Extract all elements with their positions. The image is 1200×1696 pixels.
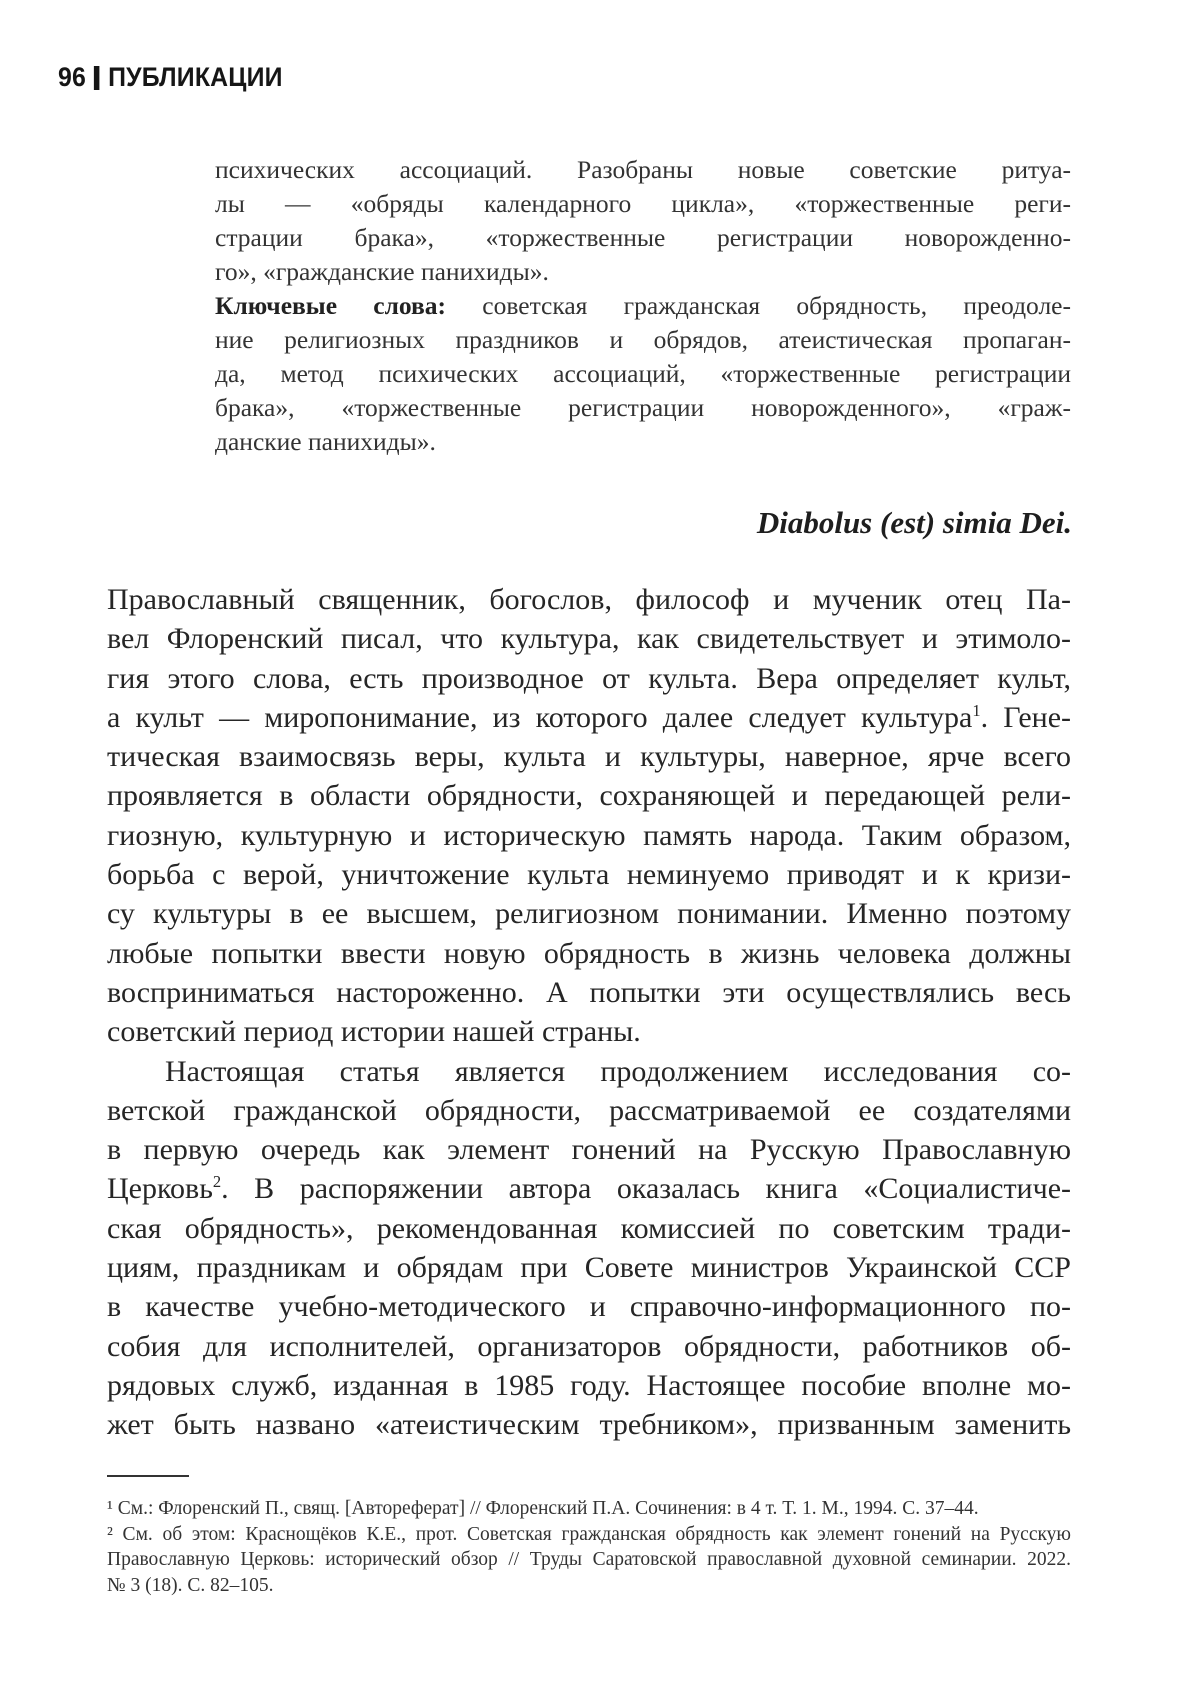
abstract-line: психических ассоциаций. Разобраны новые советские ритуа- <box>215 155 1071 184</box>
keywords-text: советская гражданская обрядность, преодоле- <box>446 291 1071 320</box>
body-line: в качестве учебно-методического и справочно-информационного по- <box>107 1290 1071 1324</box>
footnote-1: ¹ См.: Флоренский П., свящ. [Автореферат] // Флоренский П.А. Сочинения: в 4 т. Т. 1. М., 1994. С. 37–44. <box>107 1498 979 1519</box>
body-line-tail: . В распоряжении автора оказалась книга «Социалистиче- <box>221 1172 1071 1206</box>
keywords-line: да, метод психических ассоциаций, «торжественные регистрации <box>215 359 1071 388</box>
body-line <box>107 1169 1071 1208</box>
body-line: проявляется в области обрядности, сохраняющей и передающей рели- <box>107 779 1071 813</box>
body-line: рядовых служб, изданная в 1985 году. Настоящее пособие вполне мо- <box>107 1368 1071 1402</box>
footnote-separator <box>107 1475 189 1477</box>
body-line: ветской гражданской обрядности, рассматриваемой ее создателями <box>107 1093 1071 1127</box>
page-number: 96 <box>58 62 87 92</box>
body-line <box>107 698 1071 737</box>
body-line: гия этого слова, есть производное от культа. Вера определяет культ, <box>107 661 1071 695</box>
keywords-line <box>215 289 1071 323</box>
abstract-line: го», «гражданские панихиды». <box>215 257 549 286</box>
running-header <box>58 62 283 93</box>
body-line: жет быть названо «атеистическим требником», призванным заменить <box>107 1408 1071 1442</box>
footnote-2-line: Православную Церковь: исторический обзор // Труды Саратовской православной духовной семинарии. 2022. <box>107 1549 1071 1570</box>
header-separator <box>94 66 100 90</box>
epigraph: Diabolus (est) simia Dei. <box>756 505 1072 540</box>
body-line: в первую очередь как элемент гонений на Русскую Православную <box>107 1133 1071 1167</box>
footnote-2-line: № 3 (18). С. 82–105. <box>107 1574 274 1596</box>
body-line: борьба с верой, уничтожение культа неминуемо приводят и к кризи- <box>107 858 1071 892</box>
body-line: советский период истории нашей страны. <box>107 1015 641 1049</box>
body-line: Православный священник, богослов, философ и мученик отец Па- <box>107 583 1071 616</box>
footnote-ref-2[interactable]: 2 <box>212 1172 222 1192</box>
body-line: восприниматься настороженно. А попытки эти осуществлялись весь <box>107 975 1071 1009</box>
body-text <box>107 580 1071 1445</box>
keywords-line: брака», «торжественные регистрации новорожденного», «граж- <box>215 393 1071 422</box>
body-line: любые попытки ввести новую обрядность в жизнь человека должны <box>107 936 1071 970</box>
body-line: су культуры в ее высшем, религиозном понимании. Именно поэтому <box>107 897 1071 931</box>
body-line: ская обрядность», рекомендованная комиссией по советским тради- <box>107 1211 1071 1245</box>
body-line: вел Флоренский писал, что культура, как свидетельствует и этимоло- <box>107 622 1071 656</box>
abstract-line: страции брака», «торжественные регистрации новорожденно- <box>215 223 1071 252</box>
footnote-ref-1[interactable]: 1 <box>972 700 981 720</box>
body-line: Настоящая статья является продолжением исследования со- <box>165 1054 1071 1088</box>
body-line-tail: . Гене- <box>980 700 1072 734</box>
keywords-label: Ключевые слова: <box>215 291 447 320</box>
body-line-text: Церковь <box>107 1172 213 1206</box>
body-line-text: а культ — миропонимание, из которого далее следует культура <box>107 700 973 734</box>
keywords-line: ние религиозных праздников и обрядов, атеистическая пропаган- <box>215 325 1071 354</box>
body-line: собия для исполнителей, организаторов обрядности, работников об- <box>107 1329 1071 1363</box>
footnote-2-line: ² См. об этом: Краснощёков К.Е., прот. Советская гражданская обрядность как элемент гонений на Русскую <box>107 1523 1071 1545</box>
footnotes <box>107 1496 1071 1598</box>
keywords-line: данские панихиды». <box>215 427 436 456</box>
section-title: ПУБЛИКАЦИИ <box>108 62 283 92</box>
abstract-line: лы — «обряды календарного цикла», «торжественные реги- <box>215 189 1071 218</box>
abstract-block <box>215 153 1071 459</box>
body-line: тическая взаимосвязь веры, культа и культуры, наверное, ярче всего <box>107 740 1071 774</box>
body-line: циям, праздникам и обрядам при Совете министров Украинской ССР <box>107 1251 1071 1285</box>
body-line: гиозную, культурную и историческую память народа. Таким образом, <box>107 818 1071 852</box>
